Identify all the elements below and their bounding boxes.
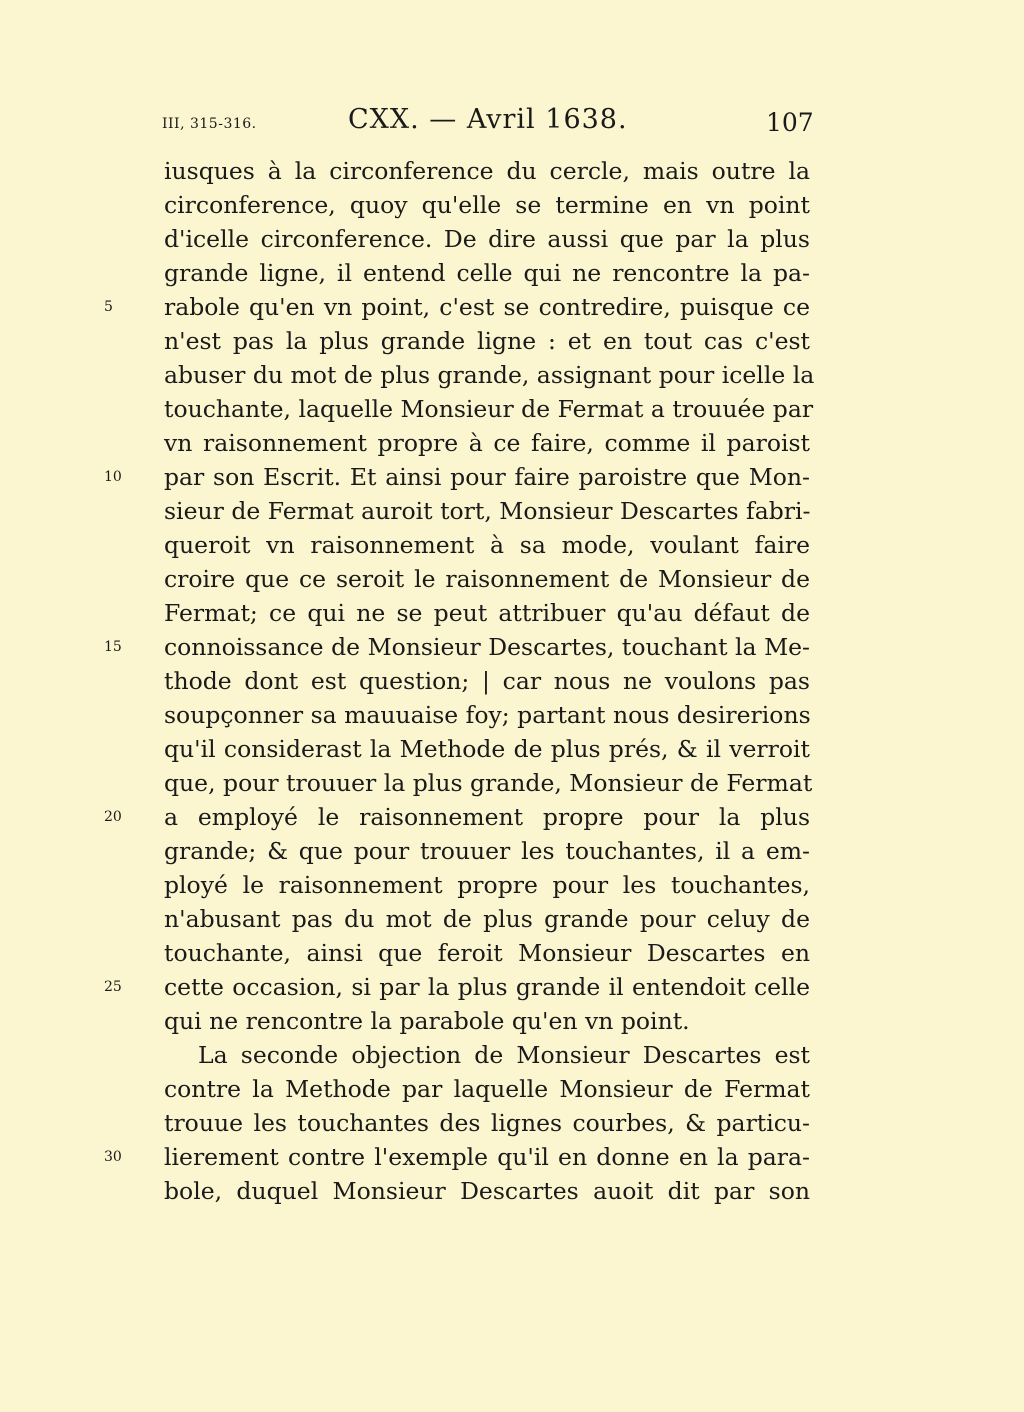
text-line bbox=[0, 1004, 1024, 1038]
text-line bbox=[0, 358, 1024, 392]
text-line bbox=[0, 392, 1024, 426]
line-number: 25 bbox=[104, 979, 122, 995]
text-line bbox=[0, 936, 1024, 970]
line-text: circonference, quoy qu'elle se termine en vn point bbox=[164, 191, 810, 219]
page-number: 107 bbox=[766, 108, 814, 137]
line-text: qui ne rencontre la parabole qu'en vn point. bbox=[164, 1007, 690, 1035]
running-head bbox=[0, 104, 1024, 144]
line-text: d'icelle circonference. De dire aussi que par la plus bbox=[164, 225, 810, 253]
text-line bbox=[0, 1140, 1024, 1174]
line-number: 20 bbox=[104, 809, 122, 825]
line-text: cette occasion, si par la plus grande il entendoit celle bbox=[164, 973, 810, 1001]
line-text: vn raisonnement propre à ce faire, comme il paroist bbox=[164, 429, 810, 457]
text-line bbox=[0, 596, 1024, 630]
line-text: qu'il considerast la Methode de plus prés, & il verroit bbox=[164, 735, 810, 763]
text-line bbox=[0, 290, 1024, 324]
line-text: connoissance de Monsieur Descartes, touchant la Me- bbox=[164, 633, 810, 661]
line-number: 10 bbox=[104, 469, 122, 485]
line-text: La seconde objection de Monsieur Descartes est bbox=[198, 1041, 810, 1069]
line-text: thode dont est question; | car nous ne voulons pas bbox=[164, 667, 810, 695]
line-number: 15 bbox=[104, 639, 122, 655]
text-line bbox=[0, 324, 1024, 358]
letter-heading: CXX. — Avril 1638. bbox=[348, 104, 628, 135]
text-line bbox=[0, 1038, 1024, 1072]
line-text: lierement contre l'exemple qu'il en donne en la para- bbox=[164, 1143, 810, 1171]
line-text: queroit vn raisonnement à sa mode, voulant faire bbox=[164, 531, 810, 559]
line-text: a employé le raisonnement propre pour la plus bbox=[164, 803, 810, 831]
line-text: touchante, laquelle Monsieur de Fermat a trouuée par bbox=[164, 395, 814, 423]
text-line bbox=[0, 222, 1024, 256]
line-text: ployé le raisonnement propre pour les touchantes, bbox=[164, 871, 810, 899]
text-line bbox=[0, 868, 1024, 902]
line-text: sieur de Fermat auroit tort, Monsieur Descartes fabri- bbox=[164, 497, 811, 525]
text-line bbox=[0, 460, 1024, 494]
line-text: que, pour trouuer la plus grande, Monsieur de Fermat bbox=[164, 769, 813, 797]
line-text: contre la Methode par laquelle Monsieur de Fermat bbox=[164, 1075, 810, 1103]
text-line bbox=[0, 256, 1024, 290]
text-line bbox=[0, 970, 1024, 1004]
text-line bbox=[0, 528, 1024, 562]
line-text: touchante, ainsi que feroit Monsieur Descartes en bbox=[164, 939, 810, 967]
line-text: soupçonner sa mauuaise foy; partant nous desirerions bbox=[164, 701, 811, 729]
text-line bbox=[0, 188, 1024, 222]
line-text: iusques à la circonference du cercle, mais outre la bbox=[164, 157, 810, 185]
text-line bbox=[0, 154, 1024, 188]
text-line bbox=[0, 1174, 1024, 1208]
text-line bbox=[0, 562, 1024, 596]
line-text: rabole qu'en vn point, c'est se contredire, puisque ce bbox=[164, 293, 810, 321]
line-text: par son Escrit. Et ainsi pour faire paroistre que Mon- bbox=[164, 463, 810, 491]
text-line bbox=[0, 664, 1024, 698]
edition-reference: III, 315-316. bbox=[162, 116, 257, 132]
text-line bbox=[0, 1106, 1024, 1140]
line-text: abuser du mot de plus grande, assignant pour icelle la bbox=[164, 361, 815, 389]
text-line bbox=[0, 494, 1024, 528]
line-text: n'est pas la plus grande ligne : et en tout cas c'est bbox=[164, 327, 810, 355]
line-text: bole, duquel Monsieur Descartes auoit dit par son bbox=[164, 1177, 810, 1205]
text-line bbox=[0, 902, 1024, 936]
line-text: croire que ce seroit le raisonnement de Monsieur de bbox=[164, 565, 810, 593]
line-number: 30 bbox=[104, 1149, 122, 1165]
line-text: n'abusant pas du mot de plus grande pour celuy de bbox=[164, 905, 810, 933]
text-line bbox=[0, 800, 1024, 834]
line-text: grande ligne, il entend celle qui ne rencontre la pa- bbox=[164, 259, 810, 287]
letter-body bbox=[0, 154, 1024, 1208]
text-line bbox=[0, 630, 1024, 664]
text-line bbox=[0, 698, 1024, 732]
line-text: grande; & que pour trouuer les touchantes, il a em- bbox=[164, 837, 810, 865]
text-line bbox=[0, 1072, 1024, 1106]
line-text: trouue les touchantes des lignes courbes, & particu- bbox=[164, 1109, 810, 1137]
line-text: Fermat; ce qui ne se peut attribuer qu'au défaut de bbox=[164, 599, 810, 627]
text-line bbox=[0, 426, 1024, 460]
text-line bbox=[0, 834, 1024, 868]
line-number: 5 bbox=[104, 299, 113, 315]
text-line bbox=[0, 766, 1024, 800]
text-line bbox=[0, 732, 1024, 766]
